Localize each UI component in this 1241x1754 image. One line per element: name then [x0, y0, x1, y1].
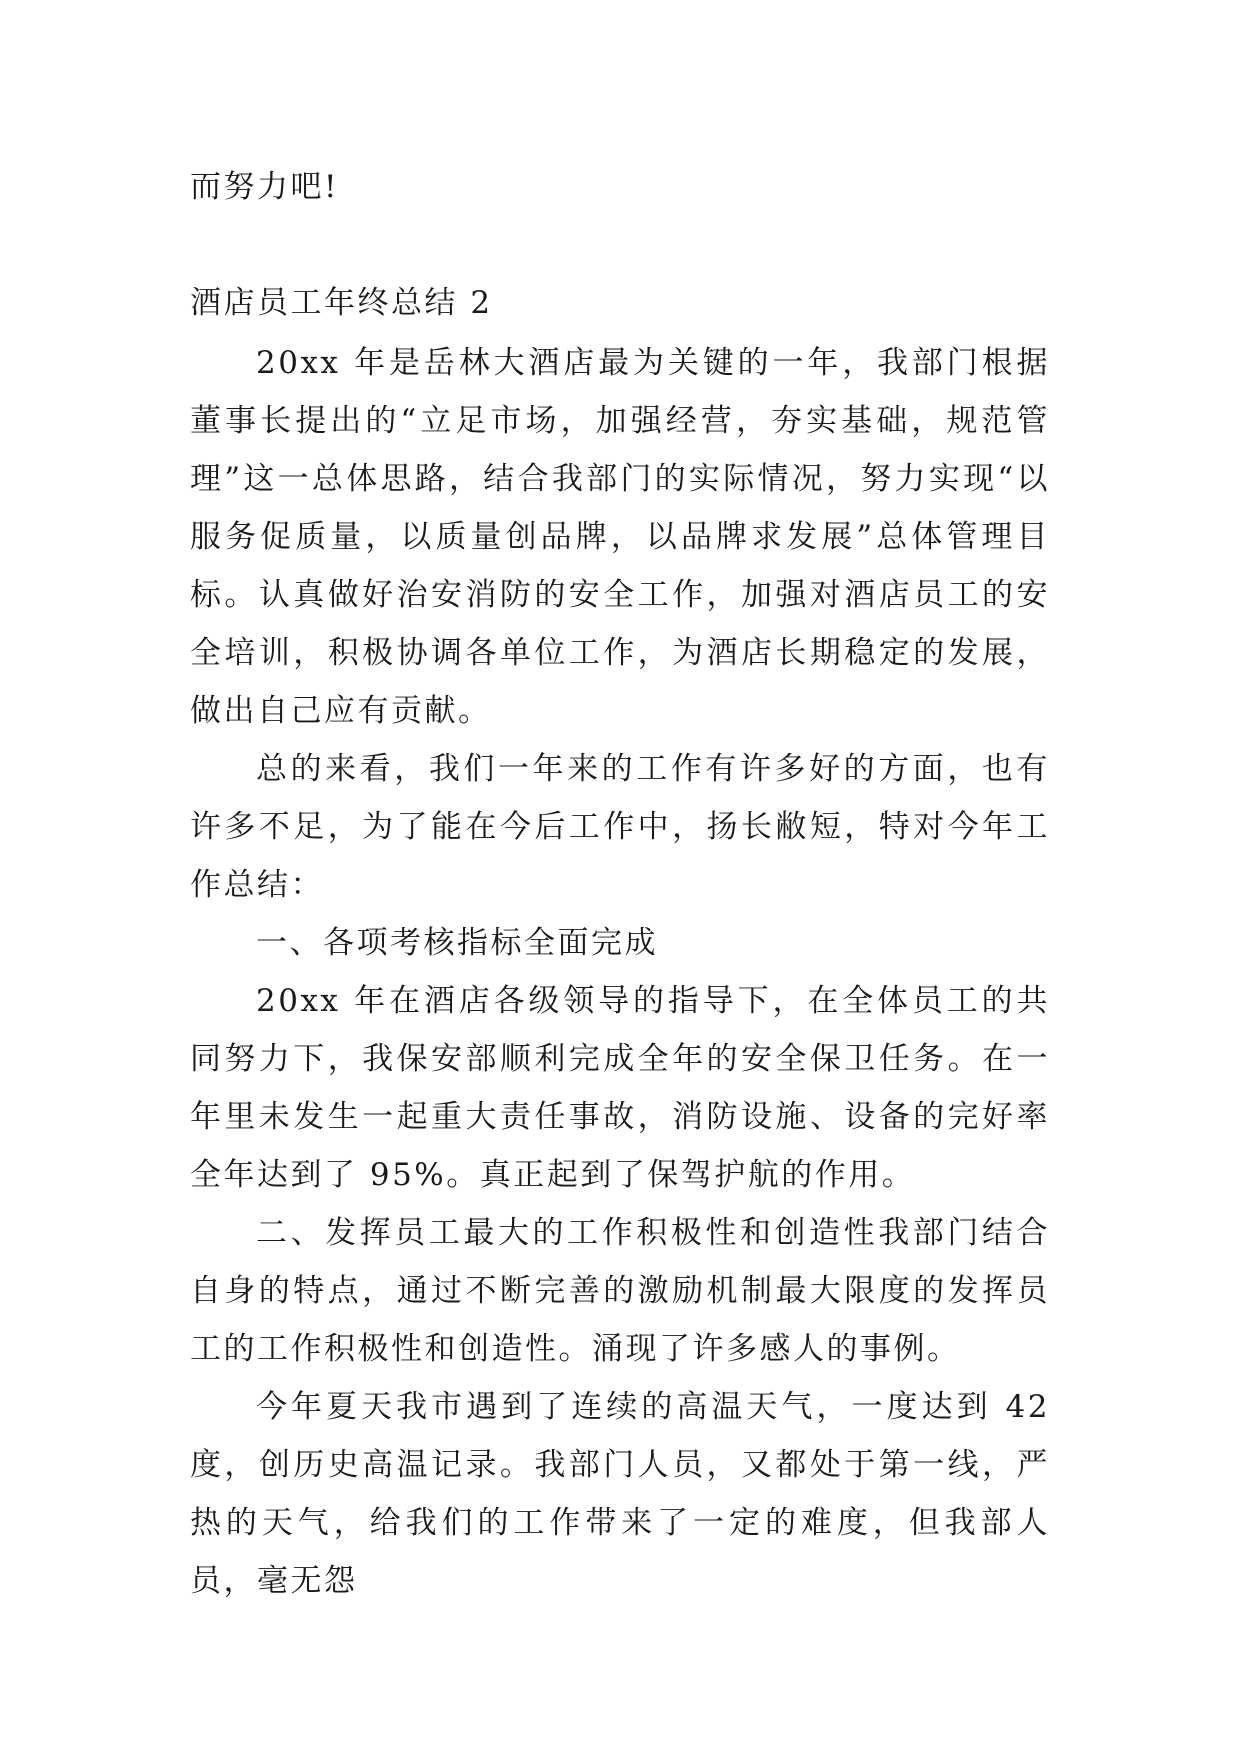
- document-body: [190, 274, 1050, 1610]
- paragraph-summary: 总的来看，我们一年来的工作有许多好的方面，也有许多不足，为了能在今后工作中，扬长敝短，特对今年工作总结：: [190, 751, 1050, 903]
- continuation-text: 而努力吧!: [190, 169, 339, 205]
- continuation-block: [190, 158, 1050, 216]
- paragraph-intro: 20xx 年是岳林大酒店最为关键的一年，我部门根据董事长提出的“立足市场，加强经营，夯实基础，规范管理”这一总体思路，结合我部门的实际情况，努力实现“以服务促质量，以质量创品牌，以品牌求发展”总体管理目标。认真做好治安消防的安全工作，加强对酒店员工的安全培训，积极协调各单位工作，为酒店长期稳定的发展，做出自己应有贡献。: [190, 345, 1050, 729]
- paragraph-summer: 今年夏天我市遇到了连续的高温天气，一度达到 42 度，创历史高温记录。我部门人员，又都处于第一线，严热的天气，给我们的工作带来了一定的难度，但我部人员，毫无怨: [190, 1389, 1050, 1599]
- section-title: 酒店员工年终总结 2: [190, 285, 493, 321]
- heading-item-2: 二、发挥员工最大的工作积极性和创造性我部门结合自身的特点，通过不断完善的激励机制最大限度的发挥员工的工作积极性和创造性。涌现了许多感人的事例。: [190, 1215, 1050, 1367]
- heading-item-1: 一、各项考核指标全面完成: [256, 925, 658, 961]
- paragraph-item-1: 20xx 年在酒店各级领导的指导下，在全体员工的共同努力下，我保安部顺利完成全年的安全保卫任务。在一年里未发生一起重大责任事故，消防设施、设备的完好率全年达到了 95%。真正起到了保驾护航的作用。: [190, 983, 1050, 1193]
